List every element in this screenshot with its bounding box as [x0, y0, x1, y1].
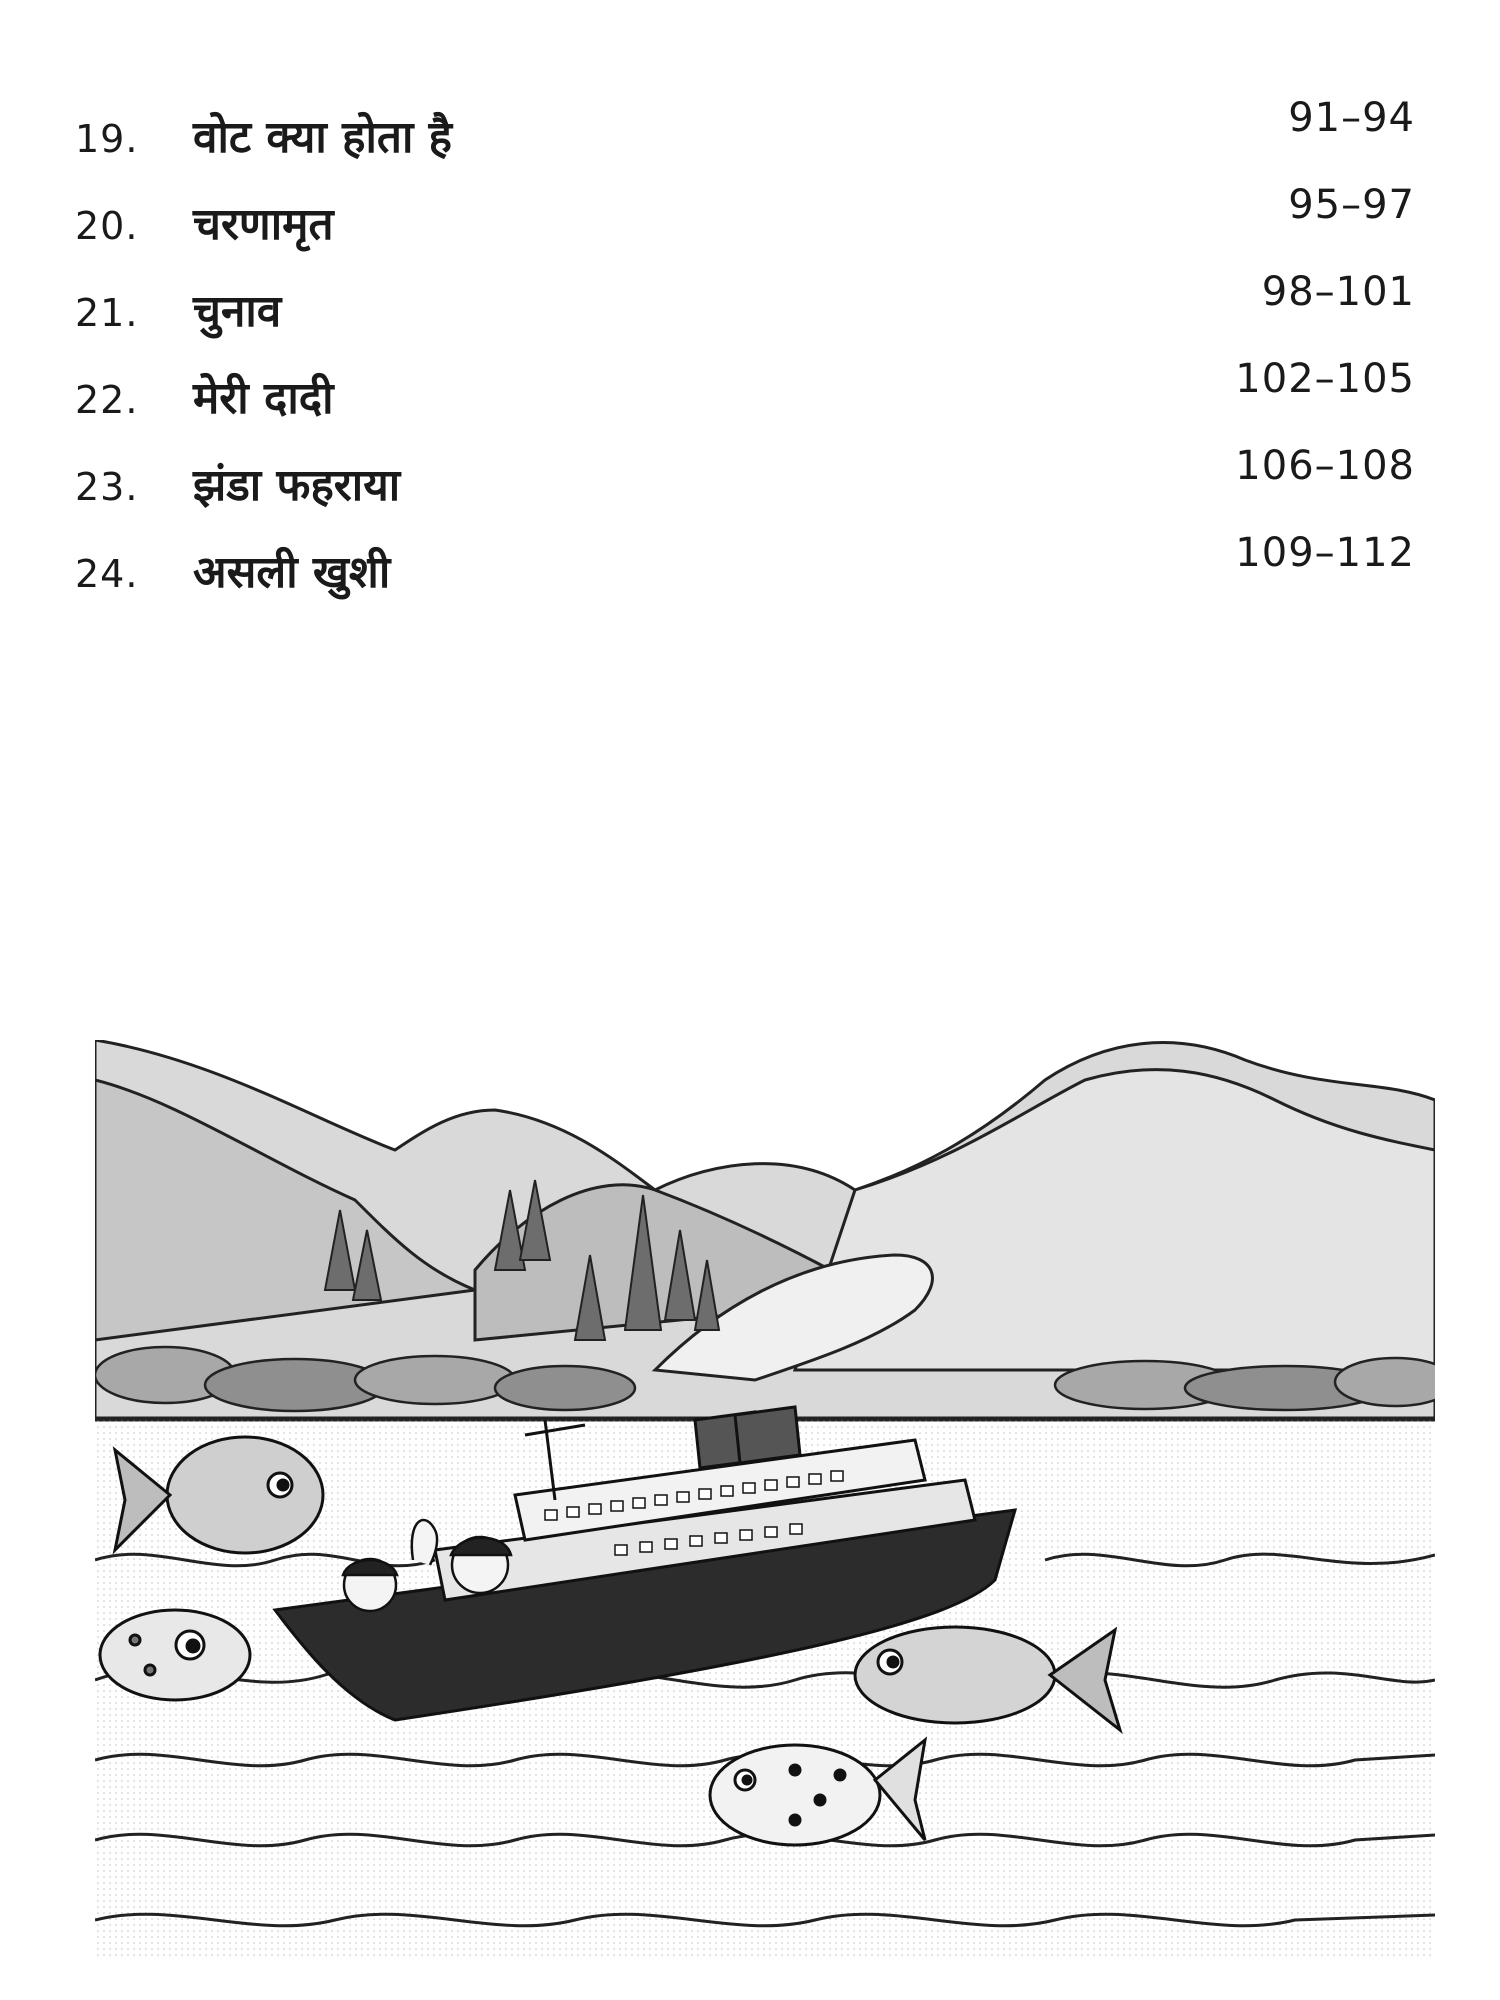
chapter-title: असली खुशी	[193, 547, 391, 598]
page-range: 95–97	[1288, 182, 1415, 228]
chapter-number: 21.	[75, 291, 139, 335]
chapter-number: 22.	[75, 378, 139, 422]
toc-row-20	[75, 182, 1415, 262]
chapter-title: मेरी दादी	[193, 373, 334, 424]
page-range: 109–112	[1235, 530, 1415, 576]
fish-left	[100, 1610, 250, 1700]
page-range: 91–94	[1288, 95, 1415, 141]
table-of-contents	[0, 0, 1500, 640]
chapter-number: 23.	[75, 465, 139, 509]
toc-row-19	[75, 95, 1415, 175]
chapter-number: 24.	[75, 552, 139, 596]
ship-illustration	[95, 1040, 1435, 1960]
page-range: 102–105	[1235, 356, 1415, 402]
toc-row-22	[75, 356, 1415, 436]
toc-row-21	[75, 269, 1415, 349]
chapter-number: 19.	[75, 117, 139, 161]
page-range: 106–108	[1235, 443, 1415, 489]
chapter-title: चुनाव	[193, 286, 282, 337]
toc-row-23	[75, 443, 1415, 523]
chapter-title: झंडा फहराया	[193, 460, 401, 511]
toc-row-24	[75, 530, 1415, 610]
chapter-title: चरणामृत	[193, 199, 334, 250]
chapter-title: वोट क्या होता है	[193, 112, 453, 163]
page-range: 98–101	[1261, 269, 1415, 315]
chapter-number: 20.	[75, 204, 139, 248]
